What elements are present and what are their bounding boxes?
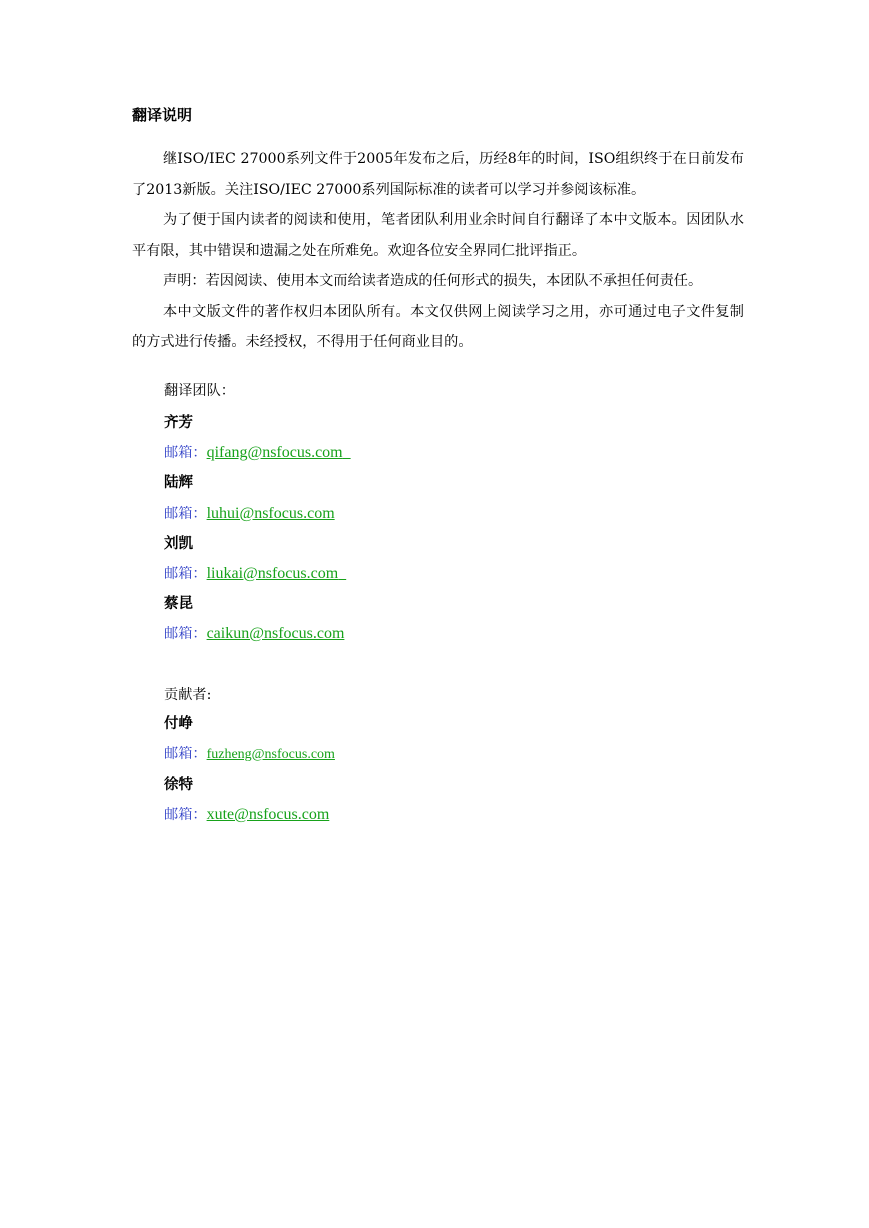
team-label: 翻译团队：	[164, 383, 235, 399]
contributor-name: 徐特	[164, 776, 193, 793]
email-link[interactable]: luhui@nsfocus.com	[206, 505, 335, 522]
member-email-row	[164, 504, 335, 524]
mail-label: 邮箱：	[164, 807, 207, 823]
mail-label: 邮箱：	[164, 626, 207, 642]
paragraph-copyright: 本中文版文件的著作权归本团队所有。本文仅供网上阅读学习之用，亦可通过电子文件复制的方式进行传播。未经授权，不得用于任何商业目的。	[132, 303, 744, 350]
paragraph-translation: 为了便于国内读者的阅读和使用，笔者团队利用业余时间自行翻译了本中文版本。因团队水平有限，其中错误和遗漏之处在所难免。欢迎各位安全界同仁批评指正。	[132, 212, 744, 259]
member-email-row	[164, 564, 346, 584]
member-name: 齐芳	[164, 414, 193, 431]
paragraph-disclaimer: 声明：若因阅读、使用本文而给读者造成的任何形式的损失，本团队不承担任何责任。	[163, 273, 703, 289]
member-name: 刘凯	[164, 535, 193, 552]
mail-label: 邮箱：	[164, 566, 207, 582]
contributor-name: 付峥	[164, 715, 193, 732]
email-link[interactable]: qifang@nsfocus.com	[206, 444, 343, 461]
email-link[interactable]: liukai@nsfocus.com	[206, 565, 339, 582]
body-text	[132, 144, 744, 358]
email-link[interactable]: caikun@nsfocus.com	[206, 625, 345, 642]
paragraph-intro: 继ISO/IEC 27000系列文件于2005年发布之后，历经8年的时间，ISO组织终于在日前发布了2013新版。关注ISO/IEC 27000系列国际标准的读者可以学习并参阅该标准。	[132, 151, 744, 198]
contributor-email-row	[164, 744, 335, 765]
contributors-label: 贡献者:	[164, 687, 212, 703]
mail-label: 邮箱：	[164, 746, 207, 762]
contributor-email-row	[164, 805, 329, 825]
member-email-row	[164, 443, 351, 463]
email-link[interactable]: fuzheng@nsfocus.com	[206, 747, 335, 762]
email-link[interactable]: xute@nsfocus.com	[206, 806, 330, 823]
mail-label: 邮箱：	[164, 506, 207, 522]
member-name: 蔡昆	[164, 595, 193, 612]
member-email-row	[164, 624, 344, 644]
section-heading: 翻译说明	[132, 106, 193, 124]
mail-label: 邮箱：	[164, 445, 207, 461]
member-name: 陆辉	[164, 474, 193, 491]
